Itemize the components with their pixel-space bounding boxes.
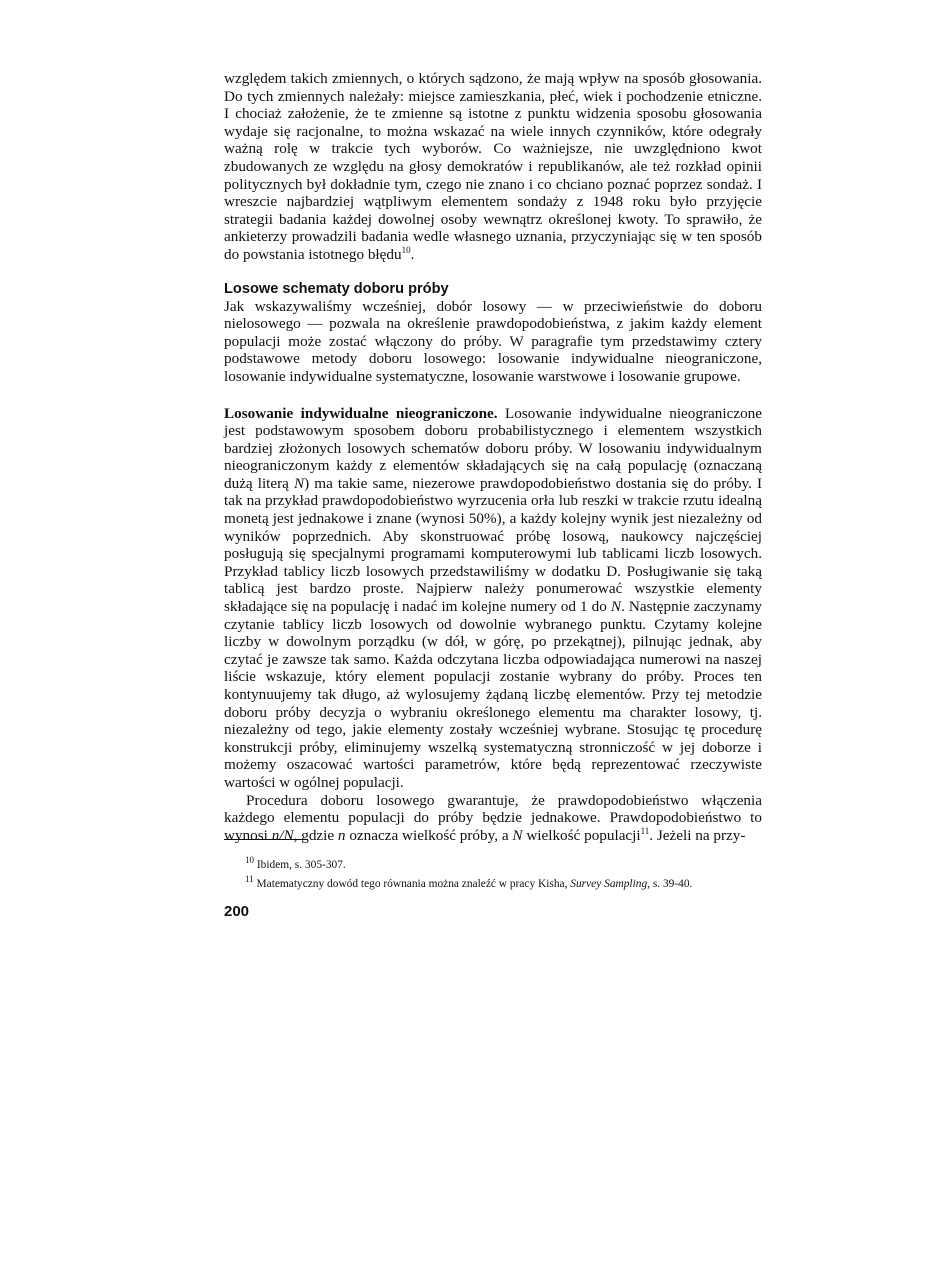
footnote-11 <box>245 875 765 894</box>
variable-N: N <box>512 826 523 844</box>
final-paragraph <box>224 792 762 845</box>
footnote-10 <box>245 856 765 875</box>
continuation-text: względem takich zmiennych, o których sądzono, że mają wpływ na sposób głosowania. Do tych zmiennych należały: miejsce zamieszkania, płeć, wiek i pochodzenie etniczne. I chociaż założenie, że te zmienne są istotne z punktu widzenia sposobu głosowania wydaje się racjonalne, to można wskazać na wiele innych czynników, które odegrały ważną rolę w trakcie tych wyborów. Co ważniejsze, nie uwzględniono kwot zbudowanych ze względu na głosy demokratów i republikanów, ale też rozkład opinii politycznych był dokładnie tym, czego nie znano i co chciano poznać poprzez sondaż. I wreszcie najbardziej wątpliwym elementem sondaży z 1948 roku było przyjęcie strategii badania każdej dowolnej osoby wewnątrz określonej kwoty. To sprawiło, że ankieterzy prowadzili badania wedle własnego uznania, przyczyniając się w ten sposób do powstania istotnego błędu <box>224 70 762 263</box>
variable-N: N <box>610 598 622 616</box>
variable-n: n <box>337 826 346 844</box>
footnote-cited-title: Survey Sampling <box>570 878 648 890</box>
footnote-text: , s. 39-40. <box>647 878 693 890</box>
variable-ratio: n/N <box>271 826 294 844</box>
page-number: 200 <box>224 903 250 920</box>
footnote-rule <box>224 839 308 840</box>
section-intro: Jak wskazywaliśmy wcześniej, dobór losowy — w przeciwieństwie do doboru nielosowego — pozwala na określenie prawdopodobieństwa, z jakim każdy element populacji może zostać włączony do próby. W paragrafie tym przedstawimy cztery podstawowe metody doboru losowego: losowanie indywidualne nieograniczone, losowanie indywidualne systematyczne, losowanie warstwowe i losowanie grupowe. <box>224 297 762 385</box>
footnote-ref-10: 10 <box>401 244 411 255</box>
subsection-paragraph <box>224 405 762 792</box>
subsection-title: Losowanie indywidualne nieograniczone. <box>224 404 498 422</box>
final-text-5: . Jeżeli na przy- <box>649 826 746 844</box>
subsection-text-3: . Następnie zaczynamy czytanie tablicy liczb losowych od dowolnie wybranego punktu. Czytamy kolejne liczby w dowolnym porządku (w dół, w górę, po przekątnej), pilnując jednak, aby czytać je zawsze tak samo. Każda odczytana liczba odpowiadająca numerowi na naszej liście wskazuje, który element populacji zostanie wybrany do próby. Proces ten kontynuujemy tak długo, aż wylosujemy żądaną liczbę elementów. Przy tej metodzie doboru próby decyzja o wybraniu określonego elementu ma charakter losowy, tj. niezależny od tego, jakie elementy zostały wcześniej wybrane. Stosując tę procedurę konstrukcji próby, eliminujemy wszelką systematyczną stronniczość w jej doborze i możemy oszacować wartości parametrów, które będą reprezentować rzeczywiste wartości w ogólnej populacji. <box>224 598 763 791</box>
subsection-text-2: ) ma takie same, niezerowe prawdopodobieństwo dostania się do próby. I tak na przykład prawdopodobieństwo wyrzucenia orła lub reszki w trakcie rzutu idealną monetą jest jednakowe i znane (wynosi 50%), a każdy kolejny wynik jest niezależny od wyników poprzednich. Aby skonstruować próbę losową, naukowcy najczęściej posługują się specjalnymi programami komputerowymi lub tablicami liczb losowych. Przykład tablicy liczb losowych przedstawiliśmy w dodatku D. Posługiwanie się taką tablicą jest bardzo proste. Najpierw należy ponumerować wszystkie elementy składające się na populację i nadać im kolejne numery od 1 do <box>224 474 762 616</box>
final-text-3: oznacza wielkość próby, a <box>345 826 513 844</box>
page-body <box>224 70 762 844</box>
continuation-end: . <box>410 245 415 263</box>
footnotes <box>245 856 765 894</box>
final-text-1: Procedura doboru losowego gwarantuje, że prawdopodobieństwo włączenia każdego elementu populacji do próby będzie jednakowe. Prawdopodobieństwo to wynosi <box>224 791 762 844</box>
footnote-text: Matematyczny dowód tego równania można znaleźć w pracy Kisha, <box>253 878 571 890</box>
subsection-text-1: Losowanie indywidualne nieograniczone jest podstawowym sposobem doboru probabilistycznego i elementem wszystkich bardziej złożonych losowych schematów doboru próby. W losowaniu indywidualnym nieograniczonym każdy z elementów składających się na całą populację (oznaczaną dużą literą <box>224 404 763 492</box>
section-heading: Losowe schematy doboru próby <box>224 280 449 297</box>
variable-N: N <box>294 474 305 492</box>
footnote-number: 10 <box>245 855 254 866</box>
continuation-paragraph <box>224 70 762 264</box>
footnote-ref-11: 11 <box>640 825 650 836</box>
final-text-4: wielkość populacji <box>522 826 641 844</box>
footnote-text: Ibidem, s. 305-307. <box>254 859 346 871</box>
footnote-number: 11 <box>245 874 254 885</box>
final-text-2: , gdzie <box>293 826 338 844</box>
